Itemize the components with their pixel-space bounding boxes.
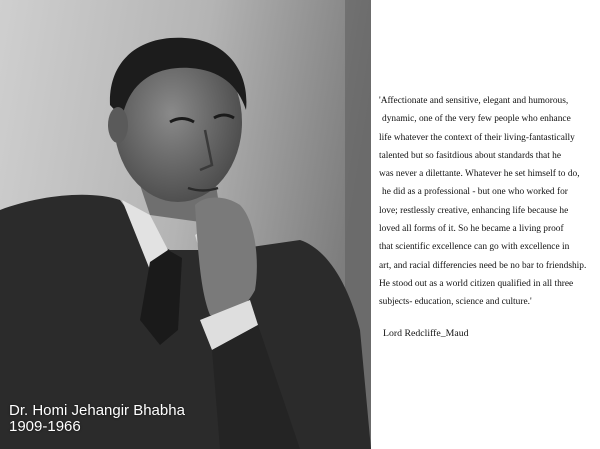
quote-line: talented but so fasitdious about standards that he xyxy=(379,150,561,161)
quote-line: subjects- education, science and culture.' xyxy=(379,297,532,308)
quote-line: that scientific excellence can go with excellence in xyxy=(379,242,570,253)
caption-years: 1909-1966 xyxy=(9,418,81,435)
quote-line: love; restlessly creative, enhancing life because he xyxy=(379,205,569,216)
quote-line: was never a dilettante. Whatever he set himself to do, xyxy=(379,169,580,180)
caption-name: Dr. Homi Jehangir Bhabha xyxy=(9,402,185,419)
quote-author: Lord Redcliffe_Maud xyxy=(383,328,469,339)
quote-line: loved all forms of it. So he became a living proof xyxy=(379,224,564,235)
quote-line: art, and racial differencies need be no bar to friendship. xyxy=(379,260,587,271)
quote-line: He stood out as a world citizen qualified in all three xyxy=(379,278,574,289)
portrait-caption xyxy=(9,403,185,435)
quote-line: life whatever the context of their living-fantastically xyxy=(379,132,575,143)
quote-line: 'Affectionate and sensitive, elegant and humorous, xyxy=(379,96,569,106)
quote-text xyxy=(379,92,597,312)
quote-line: he did as a professional - but one who worked for xyxy=(382,187,568,198)
quote-line: dynamic, one of the very few people who enhance xyxy=(382,114,571,125)
